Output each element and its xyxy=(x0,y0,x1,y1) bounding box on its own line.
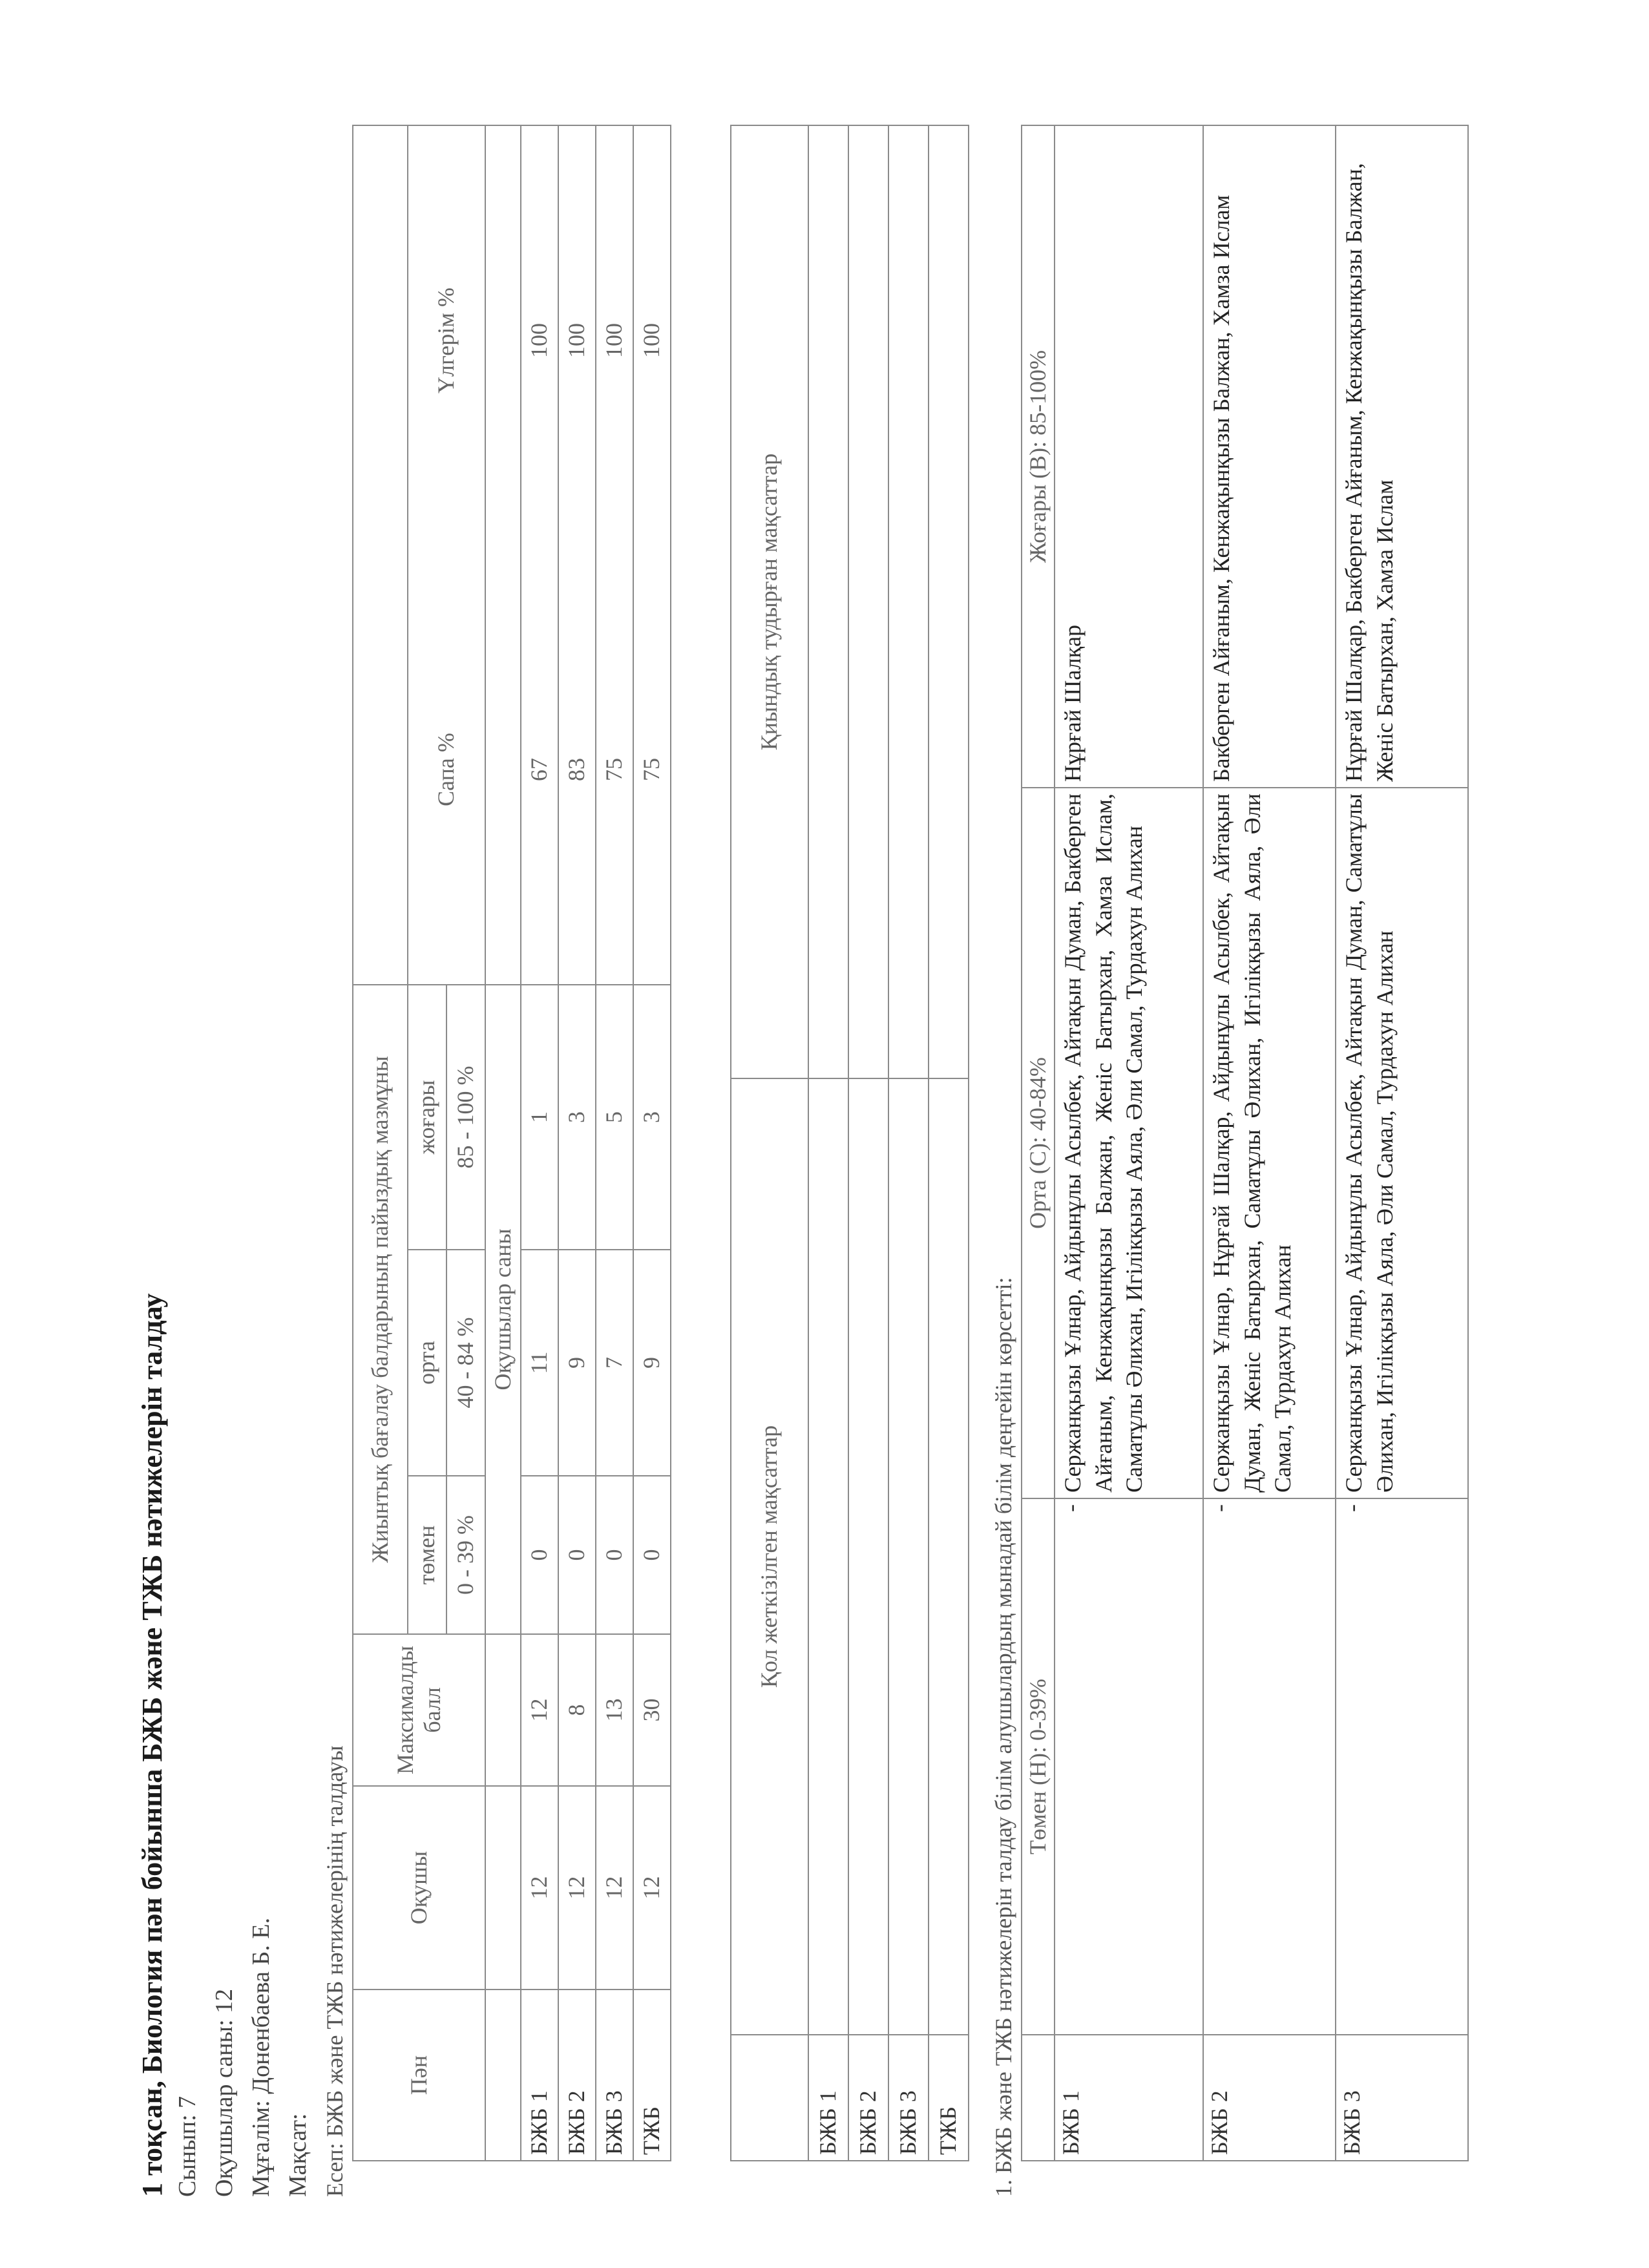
students-cell: 12 xyxy=(558,1786,596,1990)
header-low: төмен xyxy=(408,1476,446,1634)
header-level-high: Жоғары (В): 85-100% xyxy=(1022,125,1055,788)
table-row xyxy=(1055,125,1203,2161)
max-score-cell: 12 xyxy=(521,1634,558,1786)
progress-cell: 100 xyxy=(601,323,627,358)
header-summative: Жиынтық бағалау балдарының пайыздық мазмұны xyxy=(353,985,408,1634)
table-row xyxy=(1203,125,1336,2161)
difficult-goals-cell xyxy=(808,125,848,1078)
achieved-goals-cell xyxy=(888,1078,929,2035)
low-count-cell: 0 xyxy=(558,1476,596,1634)
subject-cell: ТЖБ xyxy=(633,1990,671,2161)
low-level-students: - xyxy=(1336,1498,1468,2035)
class-line: Сынып: 7 xyxy=(174,2095,201,2197)
quality-cell: 67 xyxy=(526,758,552,781)
mid-count-cell: 9 xyxy=(558,1250,596,1476)
table-row xyxy=(1336,125,1468,2161)
header-difficult-goals: Қиындық тудырған мақсаттар xyxy=(731,125,808,1078)
header-high: жоғары xyxy=(408,985,446,1250)
low-count-cell: 0 xyxy=(596,1476,633,1634)
goals-table xyxy=(730,125,969,2161)
max-score-cell: 30 xyxy=(633,1634,671,1786)
header-student: Оқушы xyxy=(353,1786,485,1990)
table-row xyxy=(888,125,929,2161)
header-level-mid: Орта (С): 40-84% xyxy=(1022,788,1055,1498)
high-level-students: Нұрғай Шалқар xyxy=(1055,125,1203,788)
mid-count-cell: 7 xyxy=(596,1250,633,1476)
subject-cell: БЖБ 3 xyxy=(596,1990,633,2161)
table-row xyxy=(596,125,633,2161)
max-score-cell: 8 xyxy=(558,1634,596,1786)
knowledge-level-table xyxy=(1021,125,1469,2161)
quality-cell: 75 xyxy=(638,758,665,781)
table-row xyxy=(558,125,596,2161)
goal-line: Мақсат: xyxy=(284,2113,311,2197)
low-level-students: - xyxy=(1203,1498,1336,2035)
mid-level-students: Сержанқызы Ұлнар, Нұрғай Шалқар, Айдынұлы Асылбек, Айтақын Думан, Женіс Батырхан, Саматұлы Әлихан, Игілікқызы Аяла, Әли Самал, Турдахун Алихан xyxy=(1203,788,1336,1498)
subject-cell: БЖБ 1 xyxy=(521,1990,558,2161)
table-row xyxy=(929,125,969,2161)
low-count-cell: 0 xyxy=(633,1476,671,1634)
max-score-cell: 13 xyxy=(596,1634,633,1786)
teacher-line: Мұғалім: Доненбаева Б. Е. xyxy=(247,1917,275,2197)
header-mid: орта xyxy=(408,1250,446,1476)
high-count-cell: 3 xyxy=(558,985,596,1250)
table-row xyxy=(808,125,848,2161)
low-level-students: - xyxy=(1055,1498,1203,2035)
subject-cell: БЖБ 2 xyxy=(558,1990,596,2161)
level-row-label: БЖБ 2 xyxy=(1203,2035,1336,2161)
header-subject: Пән xyxy=(353,1990,485,2161)
header-mid-range: 40 - 84 % xyxy=(446,1250,485,1476)
table1-blank-right xyxy=(353,125,408,985)
header-quality: Сапа % xyxy=(433,733,459,806)
level-row-label: БЖБ 1 xyxy=(1055,2035,1203,2161)
table-row xyxy=(521,125,558,2161)
header-max-score: Максималды балл xyxy=(353,1634,485,1786)
mid-count-cell: 11 xyxy=(521,1250,558,1476)
students-cell: 12 xyxy=(521,1786,558,1990)
achieved-goals-cell xyxy=(808,1078,848,2035)
goal-row-label: БЖБ 1 xyxy=(808,2035,848,2161)
results-table xyxy=(352,125,671,2161)
page-title: 1 тоқсан, Биология пән бойынша БЖБ және ТЖБ нәтижелерін талдау xyxy=(136,1293,168,2197)
mid-count-cell: 9 xyxy=(633,1250,671,1476)
students-count-line: Оқушылар саны: 12 xyxy=(211,1988,238,2197)
high-count-cell: 1 xyxy=(521,985,558,1250)
table1-caption: Есеп: БЖБ және ТЖБ нәтижелерінің талдауы xyxy=(322,1745,348,2197)
goal-row-label: БЖБ 2 xyxy=(848,2035,888,2161)
header-achieved-goals: Қол жеткізілген мақсаттар xyxy=(731,1078,808,2035)
header-low-range: 0 - 39 % xyxy=(446,1476,485,1634)
table3-caption: 1. БЖБ және ТЖБ нәтижелерін талдау білім алушылардың мынадай білім деңгейін көрсетті: xyxy=(991,1277,1016,2197)
difficult-goals-cell xyxy=(848,125,888,1078)
goal-row-label: БЖБ 3 xyxy=(888,2035,929,2161)
students-cell: 12 xyxy=(633,1786,671,1990)
low-count-cell: 0 xyxy=(521,1476,558,1634)
table-row xyxy=(633,125,671,2161)
header-level-low: Төмен (Н): 0-39% xyxy=(1022,1498,1055,2035)
table-row xyxy=(848,125,888,2161)
progress-cell: 100 xyxy=(638,323,665,358)
header-progress: Үлгерім % xyxy=(433,288,459,394)
mid-level-students: Сержанқызы Ұлнар, Айдынұлы Асылбек, Айтақын Думан, Саматұлы Әлихан, Игілікқызы Аяла, Әли Самал, Турдахун Алихан xyxy=(1336,788,1468,1498)
quality-cell: 75 xyxy=(601,758,627,781)
high-level-students: Нұрғай Шалқар, Бакберген Айғаным, Кенжақынқызы Балжан, Женіс Батырхан, Хамза Ислам xyxy=(1336,125,1468,788)
goal-row-label: ТЖБ xyxy=(929,2035,969,2161)
achieved-goals-cell xyxy=(929,1078,969,2035)
quality-cell: 83 xyxy=(563,758,590,781)
students-cell: 12 xyxy=(596,1786,633,1990)
progress-cell: 100 xyxy=(526,323,552,358)
progress-cell: 100 xyxy=(563,323,590,358)
difficult-goals-cell xyxy=(888,125,929,1078)
high-count-cell: 5 xyxy=(596,985,633,1250)
mid-level-students: Сержанқызы Ұлнар, Айдынұлы Асылбек, Айтақын Думан, Бакберген Айғаным, Кенжақынқызы Балжан, Женіс Батырхан, Хамза Ислам, Саматұлы Әлихан, Игілікқызы Аяла, Әли Самал, Турдахун Алихан xyxy=(1055,788,1203,1498)
header-students-count: Оқушылар саны xyxy=(485,985,521,1634)
header-high-range: 85 - 100 % xyxy=(446,985,485,1250)
level-row-label: БЖБ 3 xyxy=(1336,2035,1468,2161)
high-level-students: Бакберген Айғаным, Кенжақынқызы Балжан, Хамза Ислам xyxy=(1203,125,1336,788)
achieved-goals-cell xyxy=(848,1078,888,2035)
difficult-goals-cell xyxy=(929,125,969,1078)
high-count-cell: 3 xyxy=(633,985,671,1250)
